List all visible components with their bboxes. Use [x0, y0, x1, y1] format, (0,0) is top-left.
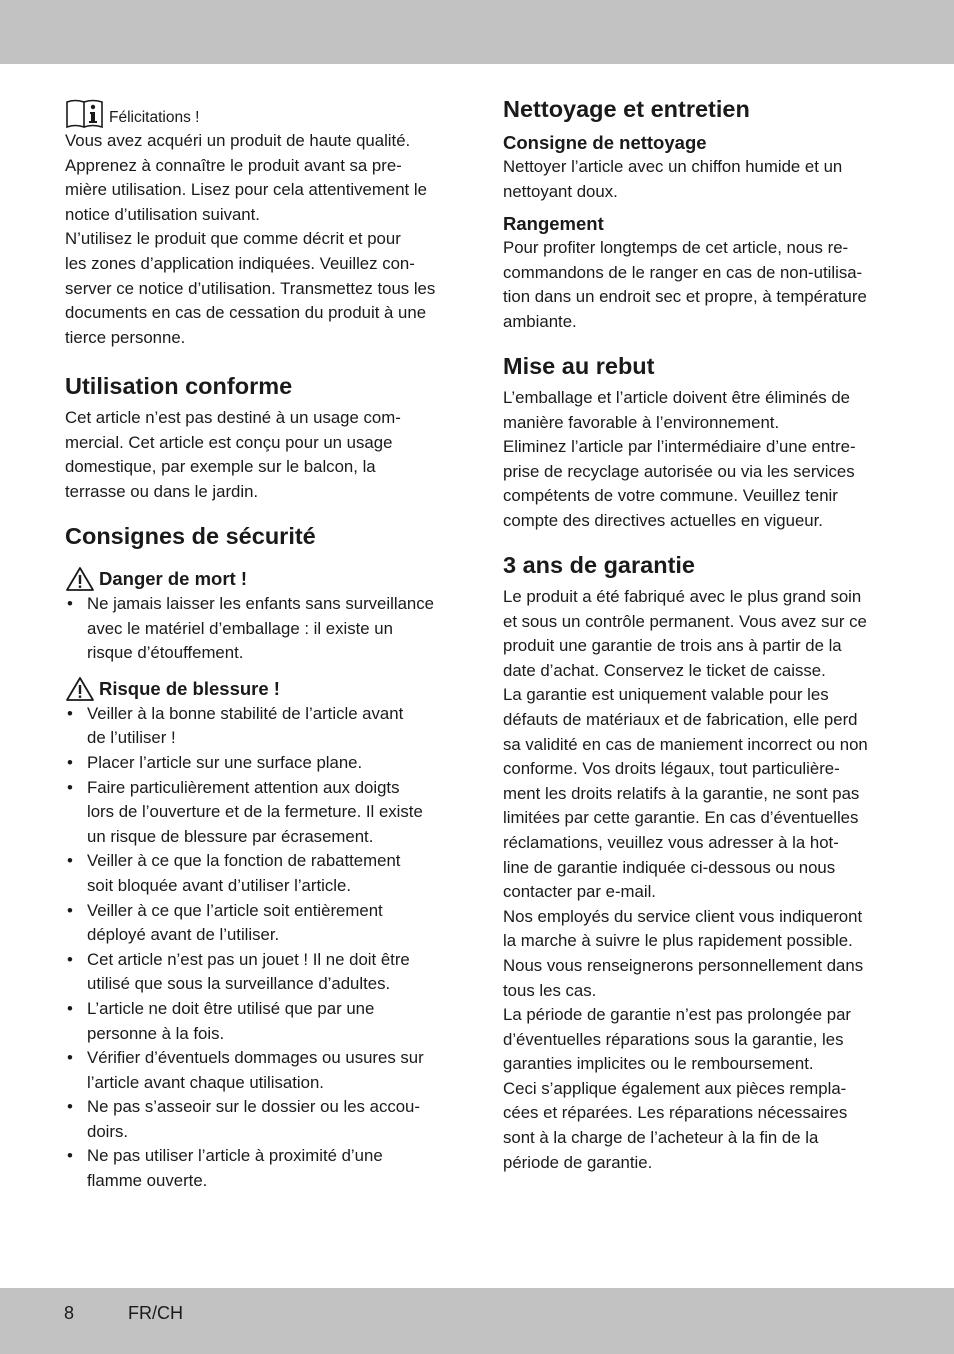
list-item-line: de l’utiliser ! [87, 728, 176, 748]
page-number: 8 [64, 1303, 75, 1323]
text-line: Vous avez acquéri un produit de haute qualité. [65, 131, 411, 150]
list-item-line: Veiller à ce que la fonction de rabattement [87, 851, 401, 871]
list-item-line: Placer l’article sur une surface plane. [87, 752, 363, 772]
list-item [65, 592, 465, 666]
warning-triangle-icon [65, 676, 95, 702]
bullet-icon: • [67, 1048, 73, 1068]
text-line: mercial. Cet article est conçu pour un usage [65, 432, 393, 452]
danger-warning [65, 566, 465, 592]
list-item-line: Faire particulièrement attention aux doigts [87, 777, 400, 797]
text-line: mière utilisation. Lisez pour cela attentivement le [65, 180, 427, 200]
text-line: N’utilisez le produit que comme décrit et pour [65, 229, 401, 249]
usage-text [65, 406, 465, 504]
text-line: La période de garantie n’est pas prolongée par [503, 1005, 851, 1025]
safety-section [65, 522, 465, 1194]
list-item-line: Veiller à ce que l’article soit entièrement [87, 900, 383, 920]
text-line: garanties implicites ou le remboursement. [503, 1054, 814, 1074]
congrats-line [65, 97, 465, 129]
intro-section [65, 97, 465, 350]
header-band [0, 0, 954, 64]
list-item-line: Ne pas utiliser l’article à proximité d’une [87, 1146, 383, 1166]
warranty-text [503, 585, 903, 1175]
text-line: contacter par e-mail. [503, 882, 656, 902]
list-item-line: Veiller à la bonne stabilité de l’article avant [87, 703, 404, 723]
text-line: server ce notice d’utilisation. Transmettez tous les [65, 278, 436, 298]
text-line: défauts de matériaux et de fabrication, elle perd [503, 709, 858, 729]
bullet-icon: • [67, 777, 73, 797]
list-item [65, 948, 465, 997]
list-item-line: L’article ne doit être utilisé que par une [87, 998, 375, 1018]
text-line: tion dans un endroit sec et propre, à température [503, 287, 867, 307]
bullet-icon: • [67, 594, 73, 613]
text-line: prise de recyclage autorisée ou via les services [503, 461, 855, 481]
bullet-icon: • [67, 1097, 73, 1117]
list-item [65, 899, 465, 948]
text-line: Eliminez l’article par l’intermédiaire d’une entre- [503, 437, 856, 457]
cleaning-text [503, 155, 903, 204]
list-item [65, 849, 465, 898]
text-line: manière favorable à l’environnement. [503, 412, 780, 432]
warning-triangle-icon [65, 566, 95, 592]
text-line: notice d’utilisation suivant. [65, 204, 260, 224]
list-item-line: personne à la fois. [87, 1023, 225, 1043]
text-line: terrasse ou dans le jardin. [65, 481, 259, 501]
bullet-icon: • [67, 752, 73, 772]
text-line: Pour profiter longtemps de cet article, nous re- [503, 238, 849, 258]
text-line: line de garantie indiquée ci-dessous ou nous [503, 857, 836, 877]
text-line: tierce personne. [65, 327, 186, 347]
text-line: commandons de le ranger en cas de non-utilisa- [503, 262, 863, 282]
list-item-line: l’article avant chaque utilisation. [87, 1072, 324, 1092]
list-item [65, 997, 465, 1046]
bullet-icon: • [67, 1146, 73, 1166]
danger-title: Danger de mort ! [99, 568, 248, 589]
list-item [65, 776, 465, 850]
list-item-line: utilisé que sous la surveillance d’adultes. [87, 974, 391, 994]
text-line: limitées par cette garantie. En cas d’éventuelles [503, 808, 859, 828]
text-line: tous les cas. [503, 980, 597, 1000]
text-line: et sous un contrôle permanent. Vous avez sur ce [503, 611, 867, 631]
list-item [65, 1144, 465, 1193]
bullet-icon: • [67, 998, 73, 1018]
congrats-text: Félicitations ! [109, 109, 200, 126]
list-item-line: Ne jamais laisser les enfants sans surveillance [87, 594, 434, 613]
list-item [65, 751, 465, 776]
text-line: la marche à suivre le plus rapidement possible. [503, 931, 853, 951]
text-line: les zones d’application indiquées. Veuillez con- [65, 253, 415, 273]
safety-heading: Consignes de sécurité [65, 523, 316, 549]
bullet-icon: • [67, 900, 73, 920]
warranty-section [503, 551, 903, 1175]
cleaning-subheading: Consigne de nettoyage [503, 132, 707, 153]
usage-section [65, 372, 465, 504]
list-item [65, 702, 465, 751]
text-line: conforme. Vos droits légaux, tout particulière- [503, 759, 840, 779]
injury-list [65, 702, 465, 1194]
text-line: Nettoyer l’article avec un chiffon humide et un [503, 157, 843, 176]
injury-title: Risque de blessure ! [99, 677, 280, 699]
disposal-section [503, 352, 903, 534]
injury-warning [65, 676, 465, 702]
list-item-line: risque d’étouffement. [87, 643, 244, 663]
list-item-line: un risque de blessure par écrasement. [87, 826, 374, 846]
text-line: Nous vous renseignerons personnellement dans [503, 955, 864, 975]
text-line: domestique, par exemple sur le balcon, la [65, 457, 376, 477]
text-line: réclamations, veuillez vous adresser à la hot- [503, 832, 839, 852]
storage-subheading: Rangement [503, 213, 604, 235]
text-line: Apprenez à connaître le produit avant sa pre- [65, 155, 402, 175]
list-item-line: doirs. [87, 1121, 129, 1141]
list-item-line: avec le matériel d’emballage : il existe un [87, 618, 393, 638]
disposal-text [503, 386, 903, 534]
info-manual-icon [65, 97, 105, 129]
text-line: nettoyant doux. [503, 181, 618, 201]
list-item-line: soit bloquée avant d’utiliser l’article. [87, 875, 351, 895]
text-line: Cet article n’est pas destiné à un usage com- [65, 408, 401, 427]
bullet-icon: • [67, 949, 73, 969]
list-item [65, 1046, 465, 1095]
usage-heading: Utilisation conforme [65, 373, 293, 399]
text-line: date d’achat. Conservez le ticket de caisse. [503, 660, 826, 680]
list-item [65, 1095, 465, 1144]
text-line: produit une garantie de trois ans à partir de la [503, 636, 842, 656]
text-line: cées et réparées. Les réparations nécessaires [503, 1103, 848, 1123]
text-line: sont à la charge de l’acheteur à la fin de la [503, 1128, 819, 1148]
list-item-line: Ne pas s’asseoir sur le dossier ou les accou- [87, 1097, 420, 1117]
storage-text [503, 236, 903, 334]
bullet-icon: • [67, 703, 73, 723]
list-item-line: déployé avant de l’utiliser. [87, 925, 280, 945]
text-line: Ceci s’applique également aux pièces rempla- [503, 1078, 847, 1098]
locale-label: FR/CH [128, 1303, 183, 1323]
list-item-line: flamme ouverte. [87, 1171, 208, 1191]
intro-text [65, 129, 465, 350]
text-line: L’emballage et l’article doivent être éliminés de [503, 388, 851, 407]
list-item-line: lors de l’ouverture et de la fermeture. Il existe [87, 802, 423, 822]
text-line: compétents de votre commune. Veuillez tenir [503, 486, 838, 506]
text-line: Le produit a été fabriqué avec le plus grand soin [503, 587, 862, 606]
disposal-heading: Mise au rebut [503, 353, 655, 379]
warranty-heading: 3 ans de garantie [503, 552, 695, 578]
text-line: documents en cas de cessation du produit à une [65, 303, 427, 323]
list-item-line: Vérifier d’éventuels dommages ou usures sur [87, 1048, 424, 1068]
cleaning-heading: Nettoyage et entretien [503, 96, 750, 122]
text-line: sa validité en cas de maniement incorrect ou non [503, 734, 868, 754]
text-line: Nos employés du service client vous indiqueront [503, 906, 863, 926]
list-item-line: Cet article n’est pas un jouet ! Il ne doit être [87, 949, 410, 969]
text-line: compte des directives actuelles en vigueur. [503, 510, 823, 530]
text-line: période de garantie. [503, 1152, 653, 1172]
bullet-icon: • [67, 851, 73, 871]
danger-list [65, 592, 465, 666]
text-line: d’éventuelles réparations sous la garantie, les [503, 1029, 844, 1049]
text-line: ambiante. [503, 311, 577, 331]
text-line: La garantie est uniquement valable pour les [503, 685, 829, 705]
cleaning-section [503, 95, 903, 335]
text-line: ment les droits relatifs à la garantie, ne sont pas [503, 783, 860, 803]
